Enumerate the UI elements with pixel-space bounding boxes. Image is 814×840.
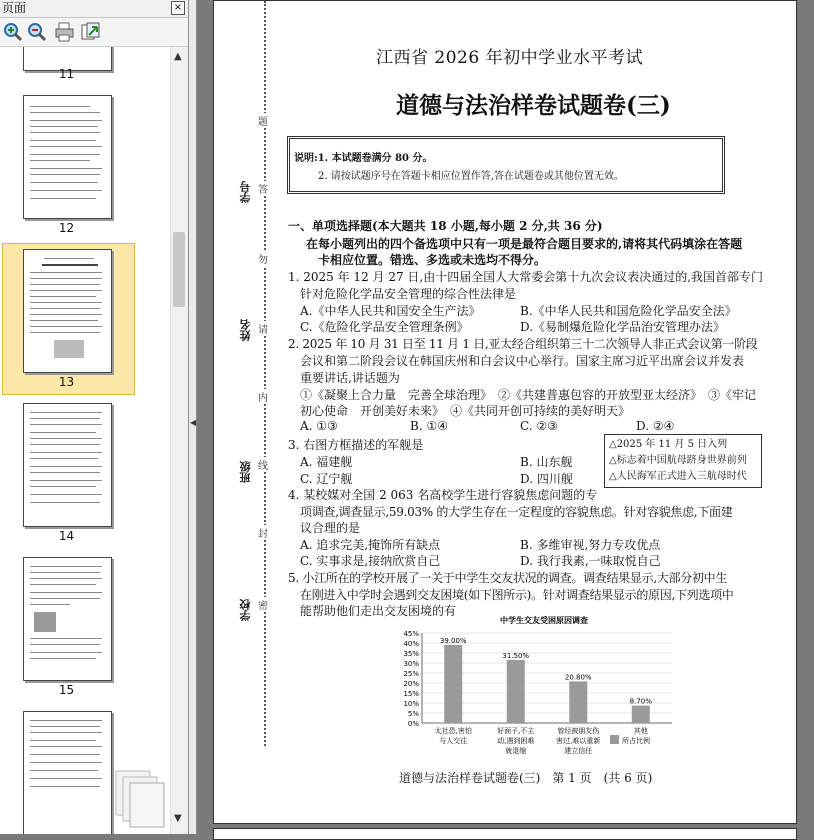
- thumbnail-page-13[interactable]: [23, 249, 112, 373]
- section-instructions: 卡相应位置。错选、多选或未选均不得分。: [318, 253, 547, 267]
- option: C. 实事求是,接纳欣赏自己: [300, 554, 441, 568]
- y-tick-label: 45%: [403, 630, 419, 638]
- bar: [507, 660, 525, 723]
- scroll-up-icon[interactable]: ▲: [174, 51, 182, 62]
- question-3: 3. 右图方框描述的军舰是: [288, 438, 424, 452]
- question-2-cont: 重要讲话,讲话题为: [300, 371, 400, 385]
- panel-toolbar: [0, 18, 188, 47]
- zoom-out-icon[interactable]: [26, 21, 48, 43]
- panel-title: 页面: [2, 1, 27, 15]
- bar-chart: [394, 613, 694, 763]
- thumbnail-label: 13: [58, 375, 75, 389]
- question-2-cont: 会议和第二阶段会议在韩国庆州和白会议中心举行。国家主席习近平出席会议并发表: [300, 354, 745, 368]
- page-footer: 道德与法治样卷试题卷(三) 第 1 页 (共 6 页): [399, 771, 653, 785]
- thumbnail-label: 12: [58, 221, 75, 235]
- panel-title-bar: [0, 0, 188, 18]
- option: B. 多维审视,努力专攻优点: [520, 538, 661, 552]
- binding-word: 封: [258, 525, 268, 540]
- option: D. 四川舰: [520, 472, 573, 486]
- question-5-cont: 能帮助他们走出交友困境的有: [300, 604, 457, 618]
- option: B. ①④: [410, 419, 448, 433]
- section-heading: 一、单项选择题(本大题共 18 小题,每小题 2 分,共 36 分): [288, 219, 603, 233]
- side-label-banji: 班级: [239, 461, 252, 483]
- info-line: △标志着中国航母跻身世界前列: [609, 455, 747, 466]
- y-tick-label: 40%: [403, 640, 419, 648]
- question-2-items: ①《凝聚上合力量 完善全球治理》 ②《共建普惠包容的开放型亚太经济》 ③《牢记: [300, 388, 757, 402]
- thumbnail-page-15[interactable]: [23, 557, 112, 681]
- question-3-info-box: [604, 434, 762, 488]
- bar: [632, 706, 650, 723]
- x-tick-label: 动,遇到困难: [497, 737, 535, 745]
- binding-word: 答: [258, 181, 268, 196]
- option: B. 山东舰: [520, 455, 573, 469]
- side-label-xuexiao: 学校: [239, 599, 252, 621]
- question-4-cont: 议合理的是: [300, 521, 361, 535]
- collapse-arrow-icon[interactable]: ◀: [190, 418, 197, 427]
- data-label: 8.70%: [629, 697, 652, 706]
- side-label-xuehao: 学号: [239, 181, 252, 203]
- thumbnail-label: 14: [58, 529, 75, 543]
- print-icon[interactable]: [54, 21, 76, 43]
- thumbnail-label: 11: [58, 67, 75, 81]
- binding-word: 题: [258, 113, 268, 128]
- exam-title: 道德与法治样卷试题卷(三): [396, 92, 671, 119]
- exam-header: 江西省 2026 年初中学业水平考试: [376, 48, 644, 68]
- binding-word: 请: [258, 321, 268, 336]
- scrollbar-thumb[interactable]: [173, 232, 185, 307]
- option: A. 福建舰: [300, 455, 353, 469]
- y-tick-label: 35%: [403, 650, 419, 658]
- note-2: 2. 请按试题序号在答题卡相应位置作答,答在试题卷或其他位置无效。: [318, 171, 624, 182]
- option: C. ②③: [520, 419, 558, 433]
- side-label-xingming: 姓名: [239, 319, 252, 341]
- y-tick-label: 5%: [407, 710, 419, 718]
- y-tick-label: 30%: [403, 660, 419, 668]
- instructions-box: [287, 136, 725, 194]
- question-1: 1. 2025 年 12 月 27 日,由十四届全国人大常委会第十九次会议表决通过的,我国首部专门: [288, 270, 764, 284]
- option: C. 辽宁舰: [300, 472, 353, 486]
- legend-swatch: [610, 735, 619, 744]
- x-tick-label: 其他: [633, 727, 648, 735]
- extract-pages-icon[interactable]: [80, 21, 102, 43]
- y-tick-label: 15%: [403, 690, 419, 698]
- option: A. ①③: [300, 419, 338, 433]
- option: B.《中华人民共和国危险化学品安全法》: [520, 304, 737, 318]
- data-label: 31.50%: [502, 652, 530, 660]
- thumbnail-label: 15: [58, 683, 75, 697]
- question-4-cont: 项调查,调查显示,59.03% 的大学生存在一定程度的容貌焦虑。针对容貌焦虑,下面建: [300, 505, 733, 519]
- thumbnail-page-16[interactable]: [23, 711, 112, 834]
- x-tick-label: 就退缩: [505, 747, 527, 755]
- x-tick-label: 曾经被朋友伤: [557, 727, 600, 735]
- binding-word: 勿: [258, 251, 268, 266]
- option: D. 我行我素,一味取悦自己: [520, 554, 661, 568]
- question-5: 5. 小江所在的学校开展了一关于中学生交友状况的调查。调查结果显示,大部分初中生: [288, 571, 728, 585]
- scroll-down-icon[interactable]: ▼: [174, 813, 182, 824]
- info-line: △人民海军正式进入三航母时代: [609, 471, 747, 482]
- option: A. 追求完美,掩饰所有缺点: [300, 538, 441, 552]
- info-line: △2025 年 11 月 5 日入列: [609, 439, 728, 450]
- x-tick-label: 好面子,不主: [497, 727, 535, 735]
- option: D. ②④: [636, 419, 675, 433]
- thumbnail-page-14[interactable]: [23, 403, 112, 527]
- y-tick-label: 10%: [403, 700, 419, 708]
- question-5-cont: 在刚进入中学时会遇到交友困境(如下图所示)。针对调查结果显示的原因,下列选项中: [300, 588, 734, 602]
- x-tick-label: 害过,难以重新: [556, 737, 601, 745]
- question-2: 2. 2025 年 10 月 31 日至 11 月 1 日,亚太经合组织第三十二次领导人非正式会议第一阶段: [288, 337, 758, 351]
- option: C.《危险化学品安全管理条例》: [300, 320, 469, 334]
- pages-panel: [0, 0, 189, 834]
- note-1: 说明:1. 本试题卷满分 80 分。: [294, 153, 433, 164]
- y-tick-label: 0%: [407, 720, 419, 728]
- x-tick-label: 与人交往: [439, 737, 468, 745]
- question-1-cont: 针对危险化学品安全管理的综合性法律是: [300, 287, 517, 301]
- section-instructions: 在每小题列出的四个备选项中只有一项是最符合题目要求的,请将其代码填涂在答题: [306, 237, 743, 251]
- option: D.《易制爆危险化学品治安管理办法》: [520, 320, 726, 334]
- bar: [444, 645, 462, 723]
- document-page: [213, 0, 797, 824]
- thumbnail-list[interactable]: [0, 47, 170, 834]
- x-tick-label: 太社恐,害怕: [434, 727, 472, 735]
- thumbnail-scrollbar[interactable]: [170, 47, 188, 834]
- close-icon[interactable]: ×: [171, 1, 185, 15]
- y-tick-label: 20%: [403, 680, 419, 688]
- bar: [569, 681, 587, 723]
- option: A.《中华人民共和国安全生产法》: [300, 304, 481, 318]
- drag-pages-icon: [114, 769, 166, 829]
- x-tick-label: 建立信任: [564, 747, 593, 755]
- chart-title: 中学生交友受困原因调查: [500, 616, 588, 625]
- binding-word: 密: [258, 597, 268, 612]
- data-label: 20.80%: [564, 673, 592, 682]
- panel-splitter[interactable]: [189, 0, 197, 834]
- binding-word: 线: [258, 457, 268, 472]
- binding-word: 内: [258, 389, 268, 404]
- data-label: 39.00%: [439, 637, 467, 645]
- y-tick-label: 25%: [403, 670, 419, 678]
- thumbnail-page-12[interactable]: [23, 95, 112, 219]
- next-page-edge: [213, 828, 797, 840]
- question-4: 4. 某校媒对全国 2 063 名高校学生进行容貌焦虑问题的专: [288, 488, 598, 502]
- legend-label: 所占比例: [622, 737, 650, 745]
- zoom-in-icon[interactable]: [2, 21, 24, 43]
- question-2-items: 初心使命 开创美好未来》 ④《共同开创可持续的美好明天》: [300, 404, 631, 418]
